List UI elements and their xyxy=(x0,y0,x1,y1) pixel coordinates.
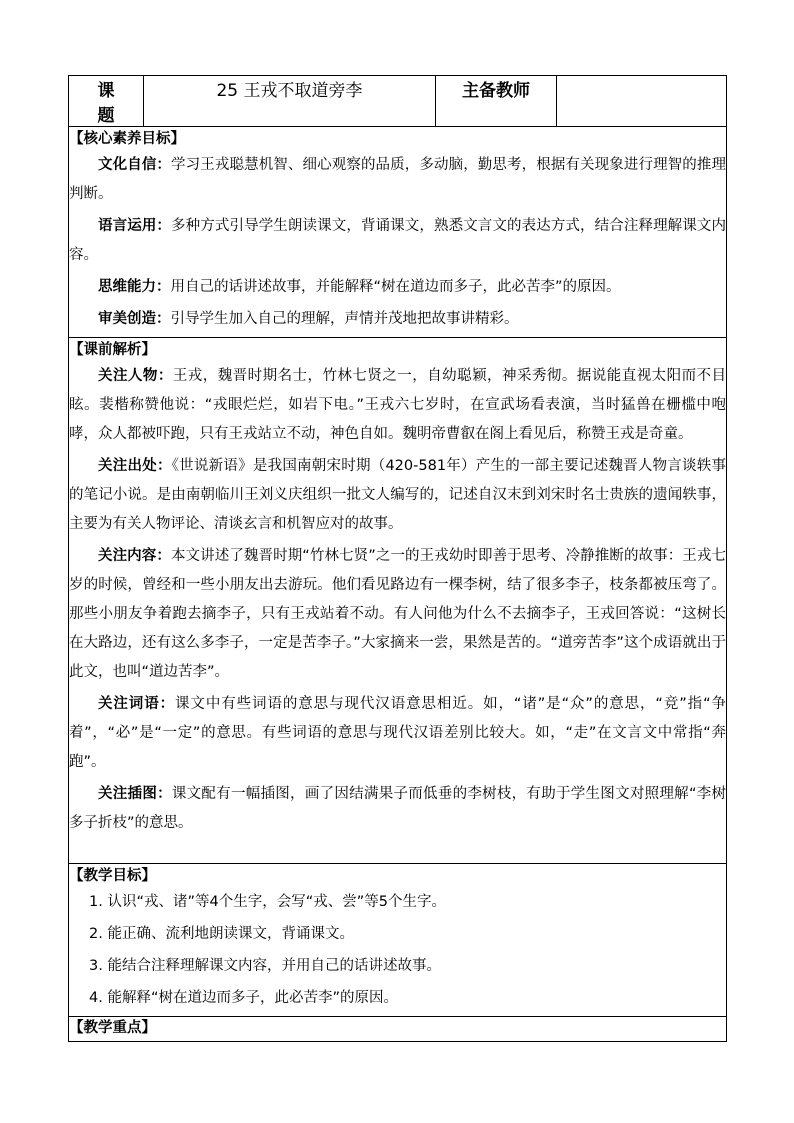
analysis-label: 关注出处： xyxy=(98,458,172,474)
analysis-item xyxy=(69,780,726,838)
key-points-row xyxy=(69,1017,727,1042)
subject-label: 课 题 xyxy=(69,76,144,127)
header-row xyxy=(69,76,727,127)
teaching-goals-row xyxy=(69,864,727,1017)
teaching-goal-item: 1. 认识“戎、诸”等4个生字，会写“戎、尝”等5个生字。 xyxy=(89,894,446,910)
analysis-item xyxy=(69,690,726,777)
teaching-goal-item: 2. 能正确、流利地朗读课文，背诵课文。 xyxy=(89,926,354,942)
core-goal-label: 审美创造： xyxy=(98,311,171,327)
analysis-item xyxy=(69,542,726,687)
analysis-text: 本文讲述了魏晋时期“竹林七贤”之一的王戎幼时即善于思考、冷静推断的故事：王戎七岁的时候，曾经和一些小朋友出去游玩。他们看见路边有一棵李树，结了很多李子，枝条都被压弯了。那些小朋友争着跑去摘李子，只有王戎站着不动。有人问他为什么不去摘李子，王戎回答说：“这树长在大路边，还有这么多李子，一定是苦李子。”大家摘来一尝，果然是苦的。“道旁苦李”这个成语就出于此文，也叫“道边苦李”。 xyxy=(69,548,726,680)
analysis-text: 课文中有些词语的意思与现代汉语意思相近。如，“诸”是“众”的意思，“竞”指“争着”，“必”是“一定”的意思。有些词语的意思与现代汉语差别比较大。如，“走”在文言文中常指“奔跑”。 xyxy=(69,696,726,770)
analysis-text: 课文配有一幅插图，画了因结满果子而低垂的李树枝，有助于学生图文对照理解“李树多子折枝”的意思。 xyxy=(69,786,727,831)
core-goal-item xyxy=(69,273,726,302)
teaching-goal-item: 4. 能解释“树在道边而多子，此必苦李”的原因。 xyxy=(89,990,398,1006)
core-goal-item xyxy=(69,151,726,209)
analysis-label: 关注插图： xyxy=(98,786,172,802)
analysis-text: 《世说新语》是我国南朝宋时期（420-581年）产生的一部主要记述魏晋人物言谈轶事的笔记小说。是由南朝临川王刘义庆组织一批文人编写的，记述自汉末到刘宋时名士贵族的遗闻轶事，主要为有关人物评论、清谈玄言和机智应对的故事。 xyxy=(69,458,727,532)
analysis-text: 王戎，魏晋时期名士，竹林七贤之一，自幼聪颖，神采秀彻。据说能直视太阳而不目眩。裴楷称赞他说：“戎眼烂烂，如岩下电。”王戎六七岁时，在宣武场看表演，当时猛兽在栅槛中咆哮，众人都被吓跑，只有王戎站立不动，神色自如。魏明帝曹叡在阁上看见后，称赞王戎是奇童。 xyxy=(69,368,727,442)
core-goals-heading: 【核心素养目标】 xyxy=(69,131,185,147)
analysis-label: 关注内容： xyxy=(98,548,171,564)
core-goal-text: 用自己的话讲述故事，并能解释“树在道边而多子，此必苦李”的原因。 xyxy=(170,279,621,295)
core-goal-item xyxy=(69,305,726,334)
core-goal-label: 文化自信： xyxy=(98,157,172,173)
key-points-heading: 【教学重点】 xyxy=(69,1020,156,1036)
core-goal-label: 语言运用： xyxy=(98,218,172,234)
core-goal-label: 思维能力： xyxy=(98,279,171,295)
core-goals-row xyxy=(69,127,727,338)
lesson-plan-page xyxy=(68,75,726,1042)
analysis-item xyxy=(69,362,726,449)
core-goal-item xyxy=(69,212,726,270)
analysis-label: 关注人物： xyxy=(98,368,173,384)
teacher-label: 主备教师 xyxy=(436,76,557,127)
lesson-plan-table xyxy=(68,75,727,1042)
core-goal-text: 多种方式引导学生朗读课文，背诵课文，熟悉文言文的表达方式，结合注释理解课文内容。 xyxy=(69,218,727,263)
analysis-label: 关注词语： xyxy=(98,696,176,712)
core-goal-text: 学习王戎聪慧机智、细心观察的品质，多动脑，勤思考，根据有关现象进行理智的推理判断。 xyxy=(69,157,727,202)
teacher-value xyxy=(557,76,727,127)
teaching-goal-item: 3. 能结合注释理解课文内容，并用自己的话讲述故事。 xyxy=(89,958,441,974)
core-goal-text: 引导学生加入自己的理解，声情并茂地把故事讲精彩。 xyxy=(170,311,519,327)
teaching-goals-heading: 【教学目标】 xyxy=(69,868,156,884)
lesson-title: 25 王戎不取道旁李 xyxy=(144,76,436,127)
pre-analysis-heading: 【课前解析】 xyxy=(69,342,156,358)
pre-analysis-row xyxy=(69,338,727,864)
analysis-item xyxy=(69,452,726,539)
